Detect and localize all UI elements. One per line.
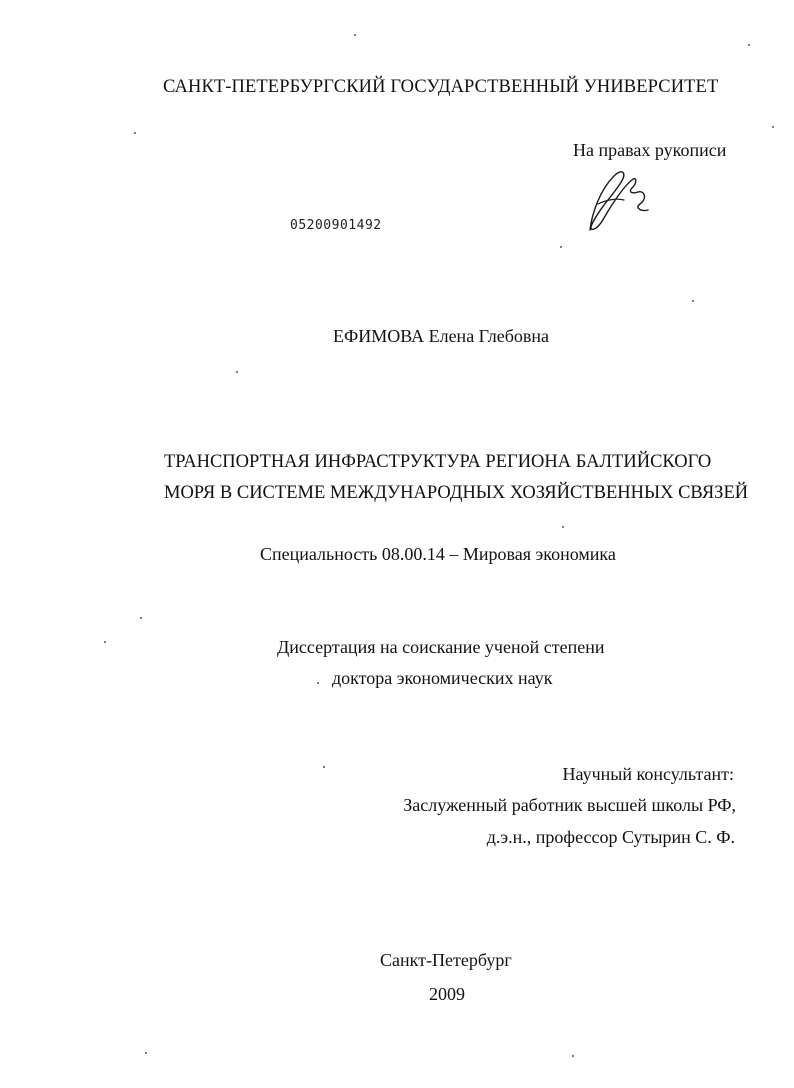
scan-speck [145,1052,147,1054]
thesis-title-line-1: ТРАНСПОРТНАЯ ИНФРАСТРУКТУРА РЕГИОНА БАЛТИЙСКОГО [164,452,712,472]
scan-speck [236,371,238,373]
advisor-label: Научный консультант: [562,764,734,784]
scan-speck [323,766,325,768]
scan-speck [572,1055,574,1057]
dissertation-degree-line-1: Диссертация на соискание ученой степени [277,637,605,657]
scan-speck [317,682,319,684]
scan-speck [140,617,142,619]
thesis-title-line-2: МОРЯ В СИСТЕМЕ МЕЖДУНАРОДНЫХ ХОЗЯЙСТВЕННЫХ СВЯЗЕЙ [164,483,749,503]
dissertation-degree-line-2: доктора экономических наук [332,668,553,688]
advisor-honor: Заслуженный работник высшей школы РФ, [403,795,736,815]
author-name: ЕФИМОВА Елена Глебовна [333,326,549,346]
scan-speck [692,300,694,302]
scan-speck [560,246,562,248]
manuscript-note: На правах рукописи [573,140,727,160]
scan-speck [562,526,564,528]
city: Санкт-Петербург [380,950,512,970]
specialty: Специальность 08.00.14 – Мировая экономика [260,544,616,564]
scan-speck [354,34,356,36]
document-code: 05200901492 [290,218,382,233]
university-name: САНКТ-ПЕТЕРБУРГСКИЙ ГОСУДАРСТВЕННЫЙ УНИВЕРСИТЕТ [163,77,719,97]
scan-speck [772,126,774,128]
scan-speck [134,132,136,134]
scan-speck [104,641,106,643]
advisor-name: д.э.н., профессор Сутырин С. Ф. [486,827,735,847]
scan-speck [748,44,750,46]
year: 2009 [429,984,465,1004]
handwritten-signature [578,158,658,238]
